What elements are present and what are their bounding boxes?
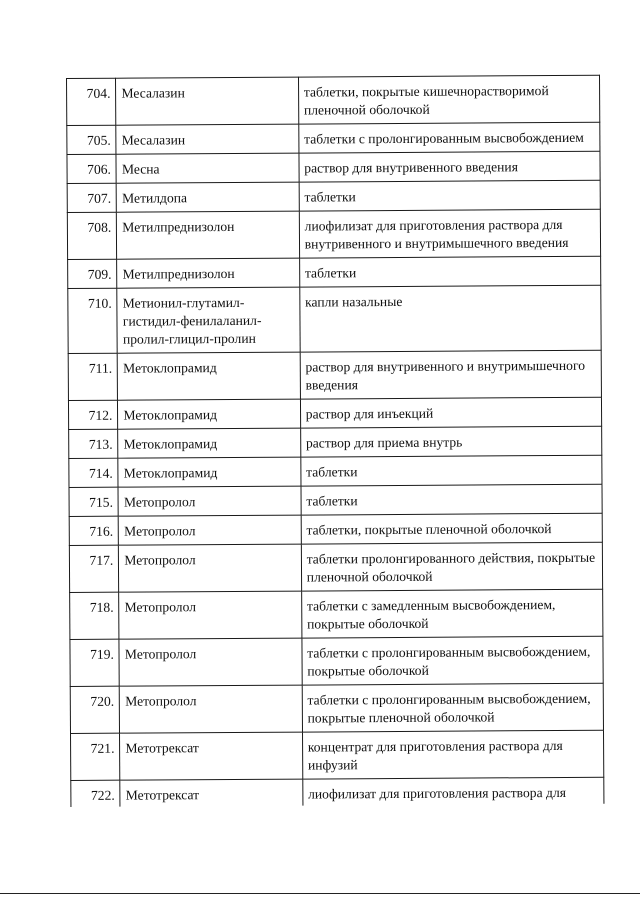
row-number: 716. xyxy=(69,516,119,545)
drug-table xyxy=(66,75,604,807)
row-number: 721. xyxy=(71,733,121,780)
drug-name: Метопролол xyxy=(120,685,303,733)
drug-name: Месна xyxy=(116,153,299,183)
row-number: 704. xyxy=(67,78,117,125)
table-row xyxy=(70,683,603,733)
row-number: 722. xyxy=(71,780,121,807)
dosage-form: таблетки, покрытые кишечнорастворимой пленочной оболочкой xyxy=(298,75,600,124)
row-number: 718. xyxy=(70,592,120,639)
drug-name: Метопролол xyxy=(119,638,302,686)
dosage-form: таблетки пролонгированного действия, покрытые пленочной оболочкой xyxy=(301,542,603,591)
row-number: 705. xyxy=(67,125,117,154)
table-row xyxy=(68,397,601,429)
row-number: 715. xyxy=(69,487,119,516)
table-row xyxy=(68,350,601,400)
drug-name: Месалазин xyxy=(116,77,299,125)
table-row xyxy=(67,122,600,154)
row-number: 720. xyxy=(70,686,120,733)
row-number: 717. xyxy=(69,545,119,592)
row-number: 708. xyxy=(67,212,117,259)
drug-name: Метилпреднизолон xyxy=(117,211,300,259)
table-row xyxy=(68,256,601,288)
drug-name: Метопролол xyxy=(119,591,302,639)
row-number: 706. xyxy=(67,154,117,183)
drug-name: Метотрексат xyxy=(120,779,303,807)
drug-name: Метилпреднизолон xyxy=(117,258,300,288)
row-number: 707. xyxy=(67,183,117,212)
dosage-form: таблетки с замедленным высвобождением, покрытые оболочкой xyxy=(301,589,603,638)
table-row xyxy=(69,542,602,592)
row-number: 710. xyxy=(68,288,118,353)
table-body xyxy=(67,75,604,807)
drug-name: Метоклопрамид xyxy=(118,399,301,429)
row-number: 711. xyxy=(68,353,118,400)
dosage-form: концентрат для приготовления раствора для инфузий xyxy=(302,730,604,779)
drug-name: Метилдопа xyxy=(117,182,300,212)
table-row xyxy=(71,777,604,807)
dosage-form: таблетки, покрытые пленочной оболочкой xyxy=(301,513,602,544)
footer-divider xyxy=(0,893,640,894)
dosage-form: таблетки xyxy=(299,256,600,287)
table-row xyxy=(69,513,602,545)
table-row xyxy=(68,285,601,353)
drug-name: Метионил-глутамил-гистидил-фенилаланил-пролил-глицил-пролин xyxy=(117,287,300,353)
dosage-form: раствор для инъекций xyxy=(300,397,601,428)
drug-name: Метопролол xyxy=(118,486,301,516)
dosage-form: раствор для внутривенного и внутримышечного введения xyxy=(300,350,602,399)
dosage-form: раствор для внутривенного введения xyxy=(299,151,600,182)
table-row xyxy=(71,730,604,780)
table-row xyxy=(67,75,600,125)
table-row xyxy=(70,636,603,686)
dosage-form: таблетки xyxy=(301,484,602,515)
drug-name: Месалазин xyxy=(116,124,299,154)
dosage-form: таблетки xyxy=(301,455,602,486)
dosage-form: таблетки с пролонгированным высвобождением, покрытые пленочной оболочкой xyxy=(302,683,604,732)
row-number: 712. xyxy=(68,400,118,429)
table-row xyxy=(69,484,602,516)
drug-name: Метоклопрамид xyxy=(118,428,301,458)
table-row xyxy=(67,180,600,212)
drug-name: Метоклопрамид xyxy=(118,457,301,487)
drug-name: Метопролол xyxy=(119,544,302,592)
row-number: 714. xyxy=(69,458,119,487)
row-number: 719. xyxy=(70,639,120,686)
dosage-form: капли назальные xyxy=(300,285,602,352)
dosage-form: лиофилизат для приготовления раствора для внутривенного и внутримышечного введения xyxy=(299,209,601,258)
drug-name: Метопролол xyxy=(119,515,302,545)
drug-name: Метотрексат xyxy=(120,732,303,780)
table-row xyxy=(69,426,602,458)
table-row xyxy=(69,455,602,487)
drug-name: Метоклопрамид xyxy=(118,352,301,400)
row-number: 713. xyxy=(69,429,119,458)
dosage-form: таблетки xyxy=(299,180,600,211)
table-row xyxy=(67,151,600,183)
table-row xyxy=(67,209,600,259)
dosage-form: лиофилизат для приготовления раствора для xyxy=(303,777,604,805)
table-row xyxy=(70,589,603,639)
dosage-form: таблетки с пролонгированным высвобождением, покрытые оболочкой xyxy=(302,636,604,685)
dosage-form: раствор для приема внутрь xyxy=(300,426,601,457)
row-number: 709. xyxy=(68,259,118,288)
dosage-form: таблетки с пролонгированным высвобождением xyxy=(299,122,600,153)
